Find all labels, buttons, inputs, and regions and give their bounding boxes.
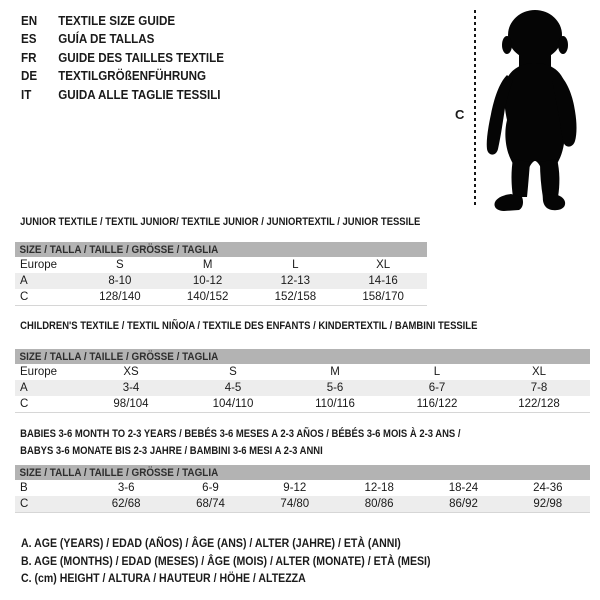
table-row bbox=[15, 380, 590, 396]
language-row bbox=[21, 12, 224, 30]
footnote-line: B. AGE (MONTHS) / EDAD (MESES) / ÂGE (MOIS) / ALTER (MONATE) / ETÀ (MESI) bbox=[21, 553, 431, 568]
language-row bbox=[21, 49, 224, 67]
size-header-label: SIZE / TALLA / TAILLE / GRÖSSE / TAGLIA bbox=[19, 243, 219, 256]
size-cell: 8-10 bbox=[108, 275, 132, 287]
size-cell: 110/116 bbox=[315, 398, 355, 410]
size-cell: 5-6 bbox=[326, 382, 344, 394]
size-cell: 80/86 bbox=[364, 498, 394, 510]
junior-size-table bbox=[15, 242, 427, 306]
table-row bbox=[15, 273, 427, 289]
language-label: TEXTILE SIZE GUIDE bbox=[58, 14, 176, 28]
section-title bbox=[15, 216, 486, 229]
table-row bbox=[15, 257, 427, 273]
size-cell: 18-24 bbox=[448, 482, 479, 494]
size-cell: 4-5 bbox=[224, 382, 242, 394]
table-row bbox=[15, 496, 590, 512]
row-label: B bbox=[20, 482, 28, 494]
size-cell: M bbox=[202, 259, 213, 271]
size-cell: 12-13 bbox=[280, 275, 311, 287]
language-row bbox=[21, 86, 224, 104]
size-cell: 7-8 bbox=[530, 382, 548, 394]
size-cell: M bbox=[330, 366, 340, 378]
babies-size-table bbox=[15, 465, 590, 513]
section-junior-textile bbox=[15, 216, 486, 306]
size-cell: 3-4 bbox=[122, 382, 140, 394]
childrens-size-table bbox=[15, 349, 590, 413]
size-cell: 10-12 bbox=[192, 275, 223, 287]
size-cell: 128/140 bbox=[99, 291, 141, 303]
size-cell: 92/98 bbox=[533, 498, 563, 510]
size-cell: 158/170 bbox=[362, 291, 404, 303]
language-code: EN bbox=[21, 14, 38, 28]
language-code: ES bbox=[21, 32, 37, 47]
size-cell: 152/158 bbox=[274, 291, 317, 303]
row-label: C bbox=[20, 398, 29, 410]
row-label: C bbox=[20, 291, 29, 303]
footnotes bbox=[21, 535, 486, 588]
size-cell: 14-16 bbox=[368, 275, 398, 287]
size-cell: XL bbox=[531, 366, 547, 378]
row-label: Europe bbox=[20, 259, 58, 271]
size-header-bar bbox=[15, 349, 590, 364]
size-cell: L bbox=[292, 259, 299, 271]
row-label: C bbox=[20, 498, 29, 510]
row-label: A bbox=[20, 275, 28, 287]
language-code: FR bbox=[21, 50, 37, 65]
size-cell: S bbox=[229, 366, 237, 378]
table-row bbox=[15, 289, 427, 305]
section-babies-textile bbox=[15, 426, 590, 513]
row-label: A bbox=[20, 382, 28, 394]
section-title-line: BABIES 3-6 MONTH TO 2-3 YEARS / BEBÉS 3-6 MESES A 2-3 AÑOS / BÉBÉS 3-6 MOIS À 2-3 ANS / bbox=[20, 428, 461, 440]
size-header-bar bbox=[15, 465, 590, 480]
size-cell: 12-18 bbox=[364, 482, 394, 494]
language-row bbox=[21, 67, 224, 85]
size-cell: XS bbox=[123, 366, 139, 378]
language-code: DE bbox=[21, 69, 38, 84]
size-cell: 24-36 bbox=[533, 482, 563, 494]
section-title bbox=[15, 320, 590, 333]
size-cell: 62/68 bbox=[111, 498, 141, 510]
row-label: Europe bbox=[20, 366, 58, 378]
language-label: GUIDE DES TAILLES TEXTILE bbox=[58, 50, 224, 65]
language-code: IT bbox=[21, 87, 32, 102]
size-cell: 86/92 bbox=[449, 498, 478, 510]
size-cell: 3-6 bbox=[117, 482, 135, 494]
measure-c-label: C bbox=[455, 107, 465, 122]
table-row bbox=[15, 480, 590, 496]
size-header-label: SIZE / TALLA / TAILLE / GRÖSSE / TAGLIA bbox=[19, 350, 219, 363]
table-row bbox=[15, 364, 590, 380]
size-cell: 122/128 bbox=[518, 398, 560, 410]
table-row bbox=[15, 396, 590, 412]
section-title-line: JUNIOR TEXTILE / TEXTIL JUNIOR/ TEXTILE JUNIOR / JUNIORTEXTIL / JUNIOR TESSILE bbox=[20, 216, 421, 228]
section-title-line: BABYS 3-6 MONATE BIS 2-3 JAHRE / BAMBINI 3-6 MESI A 2-3 ANNI bbox=[20, 444, 323, 457]
height-measure-dashed-line bbox=[474, 10, 476, 208]
size-header-label: SIZE / TALLA / TAILLE / GRÖSSE / TAGLIA bbox=[19, 466, 219, 479]
size-cell: L bbox=[433, 366, 441, 378]
footnote-line: C. (cm) HEIGHT / ALTURA / HAUTEUR / HÖHE / ALTEZZA bbox=[21, 571, 306, 586]
language-label: GUÍA DE TALLAS bbox=[58, 32, 155, 47]
footnote-line: A. AGE (YEARS) / EDAD (AÑOS) / ÂGE (ANS) / ALTER (JAHRE) / ETÀ (ANNI) bbox=[21, 536, 401, 550]
size-cell: 9-12 bbox=[283, 482, 307, 494]
size-cell: XL bbox=[376, 259, 391, 271]
size-cell: 74/80 bbox=[280, 498, 310, 510]
size-header-bar bbox=[15, 242, 427, 257]
size-cell: 68/74 bbox=[196, 498, 225, 510]
size-cell: 98/104 bbox=[113, 398, 149, 410]
language-guide-list bbox=[21, 12, 239, 104]
section-title-line: CHILDREN'S TEXTILE / TEXTIL NIÑO/A / TEXTILE DES ENFANTS / KINDERTEXTIL / BAMBINI TESSILE bbox=[20, 320, 478, 332]
section-childrens-textile bbox=[15, 320, 590, 413]
size-cell: 104/110 bbox=[212, 398, 254, 410]
section-title bbox=[15, 426, 590, 459]
size-cell: 6-9 bbox=[202, 482, 219, 494]
size-cell: 140/152 bbox=[186, 291, 229, 303]
baby-silhouette-icon bbox=[483, 9, 578, 211]
size-cell: S bbox=[116, 259, 124, 271]
language-row bbox=[21, 30, 224, 48]
language-label: TEXTILGRÖßENFÜHRUNG bbox=[58, 69, 207, 84]
size-cell: 6-7 bbox=[428, 382, 446, 394]
language-label: GUIDA ALLE TAGLIE TESSILI bbox=[58, 87, 221, 102]
size-cell: 116/122 bbox=[416, 398, 458, 410]
